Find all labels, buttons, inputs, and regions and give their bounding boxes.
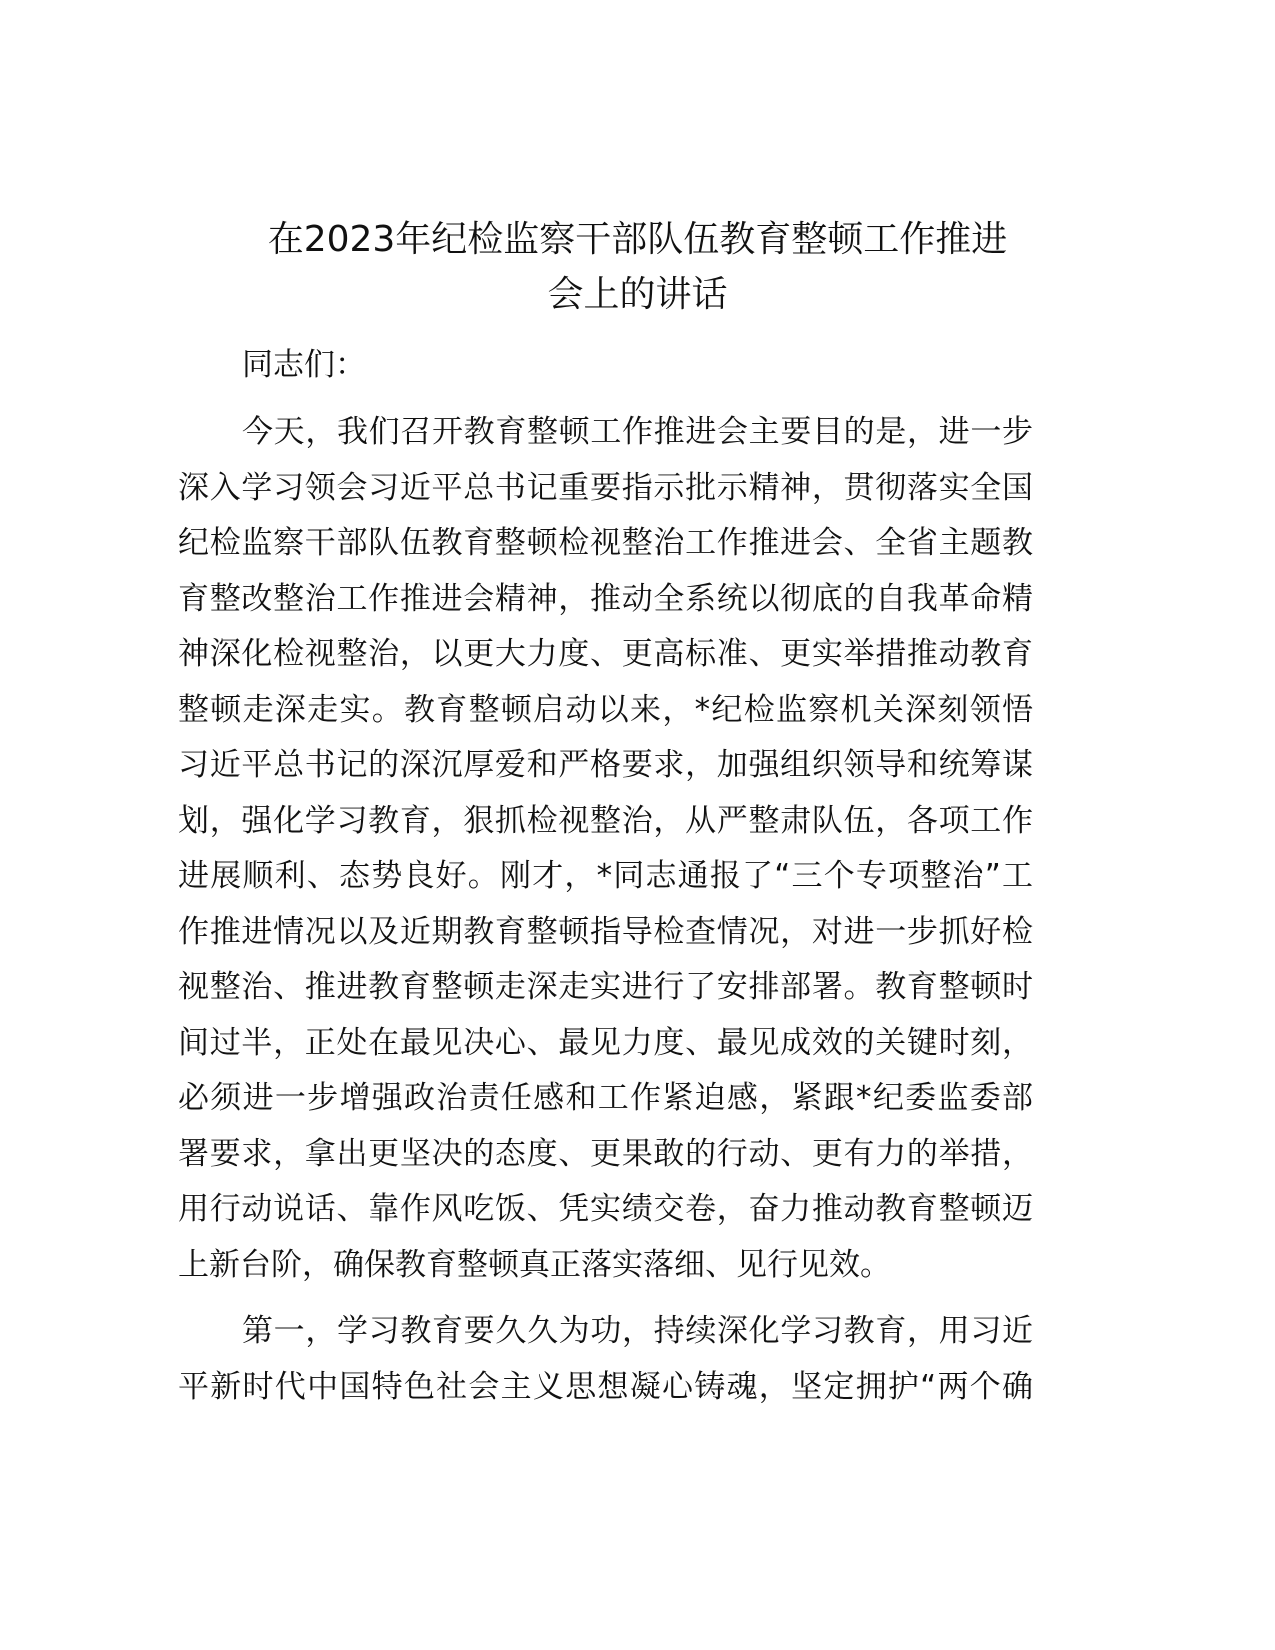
paragraph-1-line: 署要求，拿出更坚决的态度、更果敢的行动、更有力的举措， <box>178 1135 1033 1172</box>
paragraph-1-line: 育整改整治工作推进会精神，推动全系统以彻底的自我革命精 <box>178 580 1033 617</box>
paragraph-1-line: 上新台阶，确保教育整顿真正落实落细、见行见效。 <box>178 1246 891 1283</box>
document-title-line-1: 在2023年纪检监察干部队伍教育整顿工作推进 <box>267 219 1008 260</box>
paragraph-2-line: 第一，学习教育要久久为功，持续深化学习教育，用习近 <box>242 1313 1033 1349</box>
paragraph-2-line: 平新时代中国特色社会主义思想凝心铸魂，坚定拥护“两个确 <box>178 1368 1033 1405</box>
paragraph-1-line: 纪检监察干部队伍教育整顿检视整治工作推进会、全省主题教 <box>178 525 1033 561</box>
paragraph-1-line: 习近平总书记的深沉厚爱和严格要求，加强组织领导和统筹谋 <box>178 747 1033 783</box>
paragraph-1-line: 神深化检视整治，以更大力度、更高标准、更实举措推动教育 <box>178 636 1033 672</box>
paragraph-1-line: 用行动说话、靠作风吃饭、凭实绩交卷，奋力推动教育整顿迈 <box>178 1191 1033 1227</box>
document-title-line-2: 会上的讲话 <box>547 274 728 315</box>
paragraph-1-line: 视整治、推进教育整顿走深走实进行了安排部署。教育整顿时 <box>178 969 1033 1005</box>
paragraph-1-line: 间过半，正处在最见决心、最见力度、最见成效的关键时刻， <box>178 1024 1033 1061</box>
paragraph-1-line: 划，强化学习教育，狠抓检视整治，从严整肃队伍，各项工作 <box>178 802 1033 839</box>
paragraph-1-line: 必须进一步增强政治责任感和工作紧迫感，紧跟*纪委监委部 <box>178 1080 1033 1116</box>
paragraph-1-line: 整顿走深走实。教育整顿启动以来，*纪检监察机关深刻领悟 <box>178 691 1033 728</box>
paragraph-1-line: 作推进情况以及近期教育整顿指导检查情况，对进一步抓好检 <box>178 913 1033 950</box>
paragraph-1-line: 进展顺利、态势良好。刚才，*同志通报了“三个专项整治”工 <box>178 858 1033 894</box>
paragraph-1-line: 今天，我们召开教育整顿工作推进会主要目的是，进一步 <box>242 414 1033 450</box>
greeting: 同志们： <box>242 347 366 383</box>
paragraph-1-line: 深入学习领会习近平总书记重要指示批示精神，贯彻落实全国 <box>178 469 1033 506</box>
